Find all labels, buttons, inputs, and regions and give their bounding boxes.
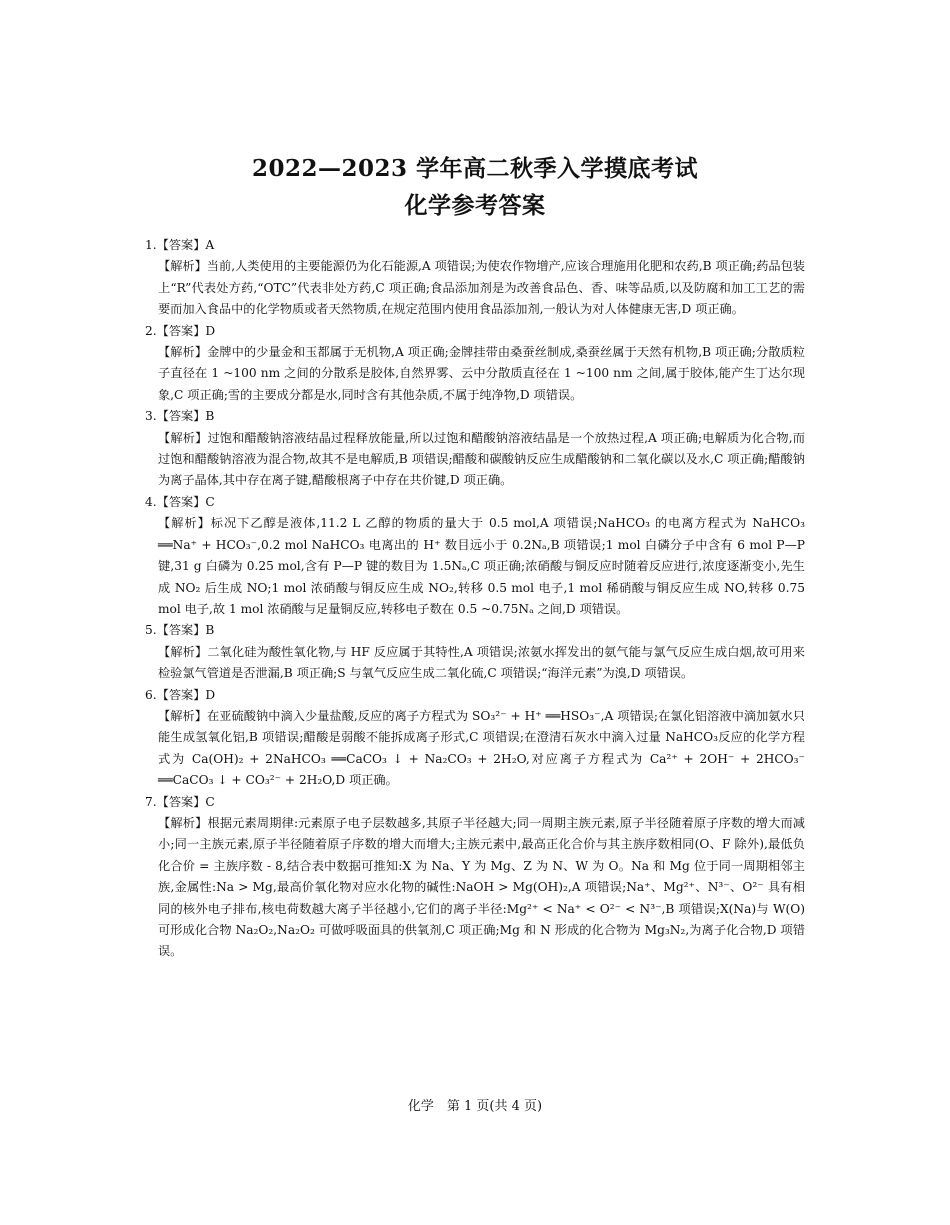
question-item	[145, 235, 805, 321]
explanation-text: 【解析】当前,人类使用的主要能源仍为化石能源,A 项错误;为使农作物增产,应该合理施用化肥和农药,B 项正确;药品包装上“R”代表处方药,“OTC”代表非处方药,C 项正确;食品添加剂是为改善食品色、香、味等品质,以及防腐和加工工艺的需要而加入食品中的化学物质或者天然物质,在规定范围内使用食品添加剂,一般认为对人体健康无害,D 项正确。	[158, 259, 805, 317]
answer-line: 5.【答案】B	[145, 623, 215, 638]
explanation-text: 【解析】过饱和醋酸钠溶液结晶过程释放能量,所以过饱和醋酸钠溶液结晶是一个放热过程,A 项正确;电解质为化合物,而过饱和醋酸钠溶液为混合物,故其不是电解质,B 项错误;醋酸和碳酸钠反应生成醋酸钠和二氧化碳以及水,C 项正确;醋酸钠为离子晶体,其中存在离子键,醋酸根离子中存在共价键,D 项正确。	[158, 430, 805, 488]
question-item	[145, 492, 805, 620]
answer-list	[145, 235, 805, 963]
answer-line: 4.【答案】C	[145, 494, 215, 509]
page-title: 2022—2023 学年高二秋季入学摸底考试	[251, 155, 699, 182]
question-item	[145, 406, 805, 492]
question-item	[145, 620, 805, 684]
page-subtitle: 化学参考答案	[404, 192, 546, 219]
answer-line: 2.【答案】D	[145, 323, 216, 338]
page-footer: 化学 第 1 页(共 4 页)	[407, 1099, 543, 1114]
answer-line: 1.【答案】A	[145, 238, 215, 252]
explanation-text: 【解析】二氧化硅为酸性氧化物,与 HF 反应属于其特性,A 项错误;浓氨水挥发出的氨气能与氯气反应生成白烟,故可用来检验氯气管道是否泄漏,B 项正确;S 与氧气反应生成二氧化硫,C 项错误;“海洋元素”为溴,D 项错误。	[158, 644, 805, 681]
answer-line: 6.【答案】D	[145, 687, 216, 702]
answer-line: 3.【答案】B	[145, 409, 215, 424]
explanation-text: 【解析】在亚硫酸钠中滴入少量盐酸,反应的离子方程式为 SO₃²⁻ + H⁺ ══HSO₃⁻,A 项错误;在氯化铝溶液中滴加氨水只能生成氢氧化铝,B 项错误;醋酸是弱酸不能拆成离子形式,C 项错误;在澄清石灰水中滴入过量 NaHCO₃反应的化学方程式为 Ca(OH)₂ + 2NaHCO₃ ══CaCO₃ ↓ + Na₂CO₃ + 2H₂O,对应离子方程式为 Ca²⁺ + 2OH⁻ + 2HCO₃⁻ ══CaCO₃ ↓ + CO₃²⁻ + 2H₂O,D 项正确。	[158, 708, 805, 788]
question-item	[145, 321, 805, 407]
explanation-text: 【解析】金牌中的少量金和玉都属于无机物,A 项正确;金牌挂带由桑蚕丝制成,桑蚕丝属于天然有机物,B 项正确;分散质粒子直径在 1 ~100 nm 之间的分散系是胶体,自然界雾、云中分散质直径在 1 ~100 nm 之间,属于胶体,能产生丁达尔现象,C 项正确;雪的主要成分都是水,同时含有其他杂质,不属于纯净物,D 项错误。	[158, 345, 805, 402]
explanation-text: 【解析】标况下乙醇是液体,11.2 L 乙醇的物质的量大于 0.5 mol,A 项错误;NaHCO₃ 的电离方程式为 NaHCO₃ ══Na⁺ + HCO₃⁻,0.2 mol NaHCO₃ 电离出的 H⁺ 数目远小于 0.2Nₐ,B 项错误;1 mol 白磷分子中含有 6 mol P—P 键,31 g 白磷为 0.25 mol,含有 P—P 键的数目为 1.5Nₐ,C 项正确;浓硝酸与铜反应时随着反应进行,浓度逐渐变小,先生成 NO₂ 后生成 NO;1 mol 浓硝酸与铜反应生成 NO₂,转移 0.5 mol 电子,1 mol 稀硝酸与铜反应生成 NO,转移 0.75 mol 电子,故 1 mol 浓硝酸与足量铜反应,转移电子数在 0.5 ~0.75Nₐ 之间,D 项错误。	[158, 516, 805, 616]
explanation-text: 【解析】根据元素周期律:元素原子电子层数越多,其原子半径越大;同一周期主族元素,原子半径随着原子序数的增大而减小;同一主族元素,原子半径随着原子序数的增大而增大;主族元素中,最高正化合价与其主族序数相同(O、F 除外),最低负化合价 = 主族序数 - 8,结合表中数据可推知:X 为 Na、Y 为 Mg、Z 为 N、W 为 O。Na 和 Mg 位于同一周期相邻主族,金属性:Na > Mg,最高价氧化物对应水化物的碱性:NaOH > Mg(OH)₂,A 项错误;Na⁺、Mg²⁺、N³⁻、O²⁻ 具有相同的核外电子排布,核电荷数越大离子半径越小,它们的离子半径:Mg²⁺ < Na⁺ < O²⁻ < N³⁻,B 项错误;X(Na)与 W(O)可形成化合物 Na₂O₂,Na₂O₂ 可做呼吸面具的供氧剂,C 项正确;Mg 和 N 形成的化合物为 Mg₃N₂,为离子化合物,D 项错误。	[158, 815, 805, 959]
answer-line: 7.【答案】C	[145, 794, 215, 809]
question-item	[145, 792, 805, 963]
question-item	[145, 685, 805, 792]
